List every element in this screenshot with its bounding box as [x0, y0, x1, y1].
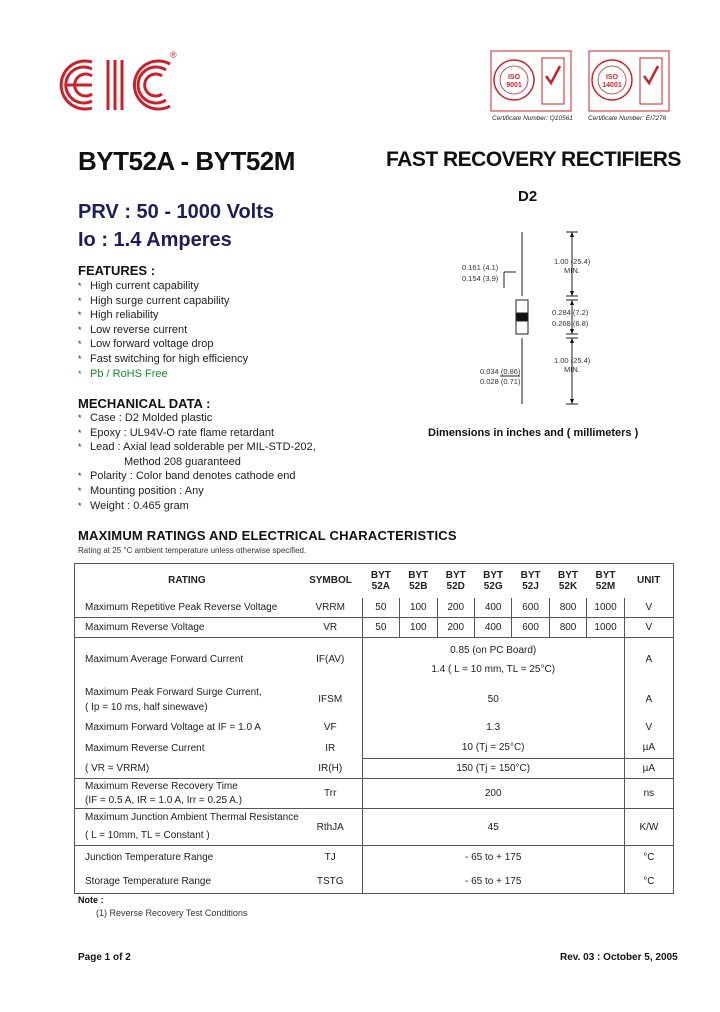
dim-lead-d-max: 0.034 (0.86) — [480, 367, 521, 376]
col-part-header: BYT 52J — [512, 564, 549, 598]
table-row: Maximum Reverse Voltage VR 50 100 200 400 600 800 1000 V — [75, 618, 674, 638]
cert1-number: Certificate Number: Q10561 — [492, 115, 573, 122]
features-list — [78, 279, 248, 381]
prv-line: PRV : 50 - 1000 Volts — [78, 201, 275, 223]
svg-text:9001: 9001 — [506, 82, 522, 89]
mechanical-list — [78, 411, 316, 513]
registered-mark: ® — [170, 50, 177, 60]
col-part-header: BYT 52B — [400, 564, 437, 598]
dim-lead-d-min: 0.028 (0.71) — [480, 377, 521, 386]
dim-lead-len-top: 1.00 (25.4) — [554, 257, 591, 266]
table-row: Maximum Average Forward Current IF(AV) 0.85 (on PC Board) 1.4 ( L = 10 mm, TL = 25°C) A — [75, 638, 674, 682]
col-part-header: BYT 52M — [587, 564, 625, 598]
part-number-title: BYT52A - BYT52M — [78, 146, 295, 176]
list-item: * Low forward voltage drop — [78, 338, 214, 351]
table-row: Maximum Peak Forward Surge Current, ( Ip = 10 ms, half sinewave) IFSM 50 A — [75, 682, 674, 718]
product-type-title: FAST RECOVERY RECTIFIERS — [386, 148, 681, 171]
prv-io-summary — [78, 198, 274, 254]
list-item-rohs: * Pb / RoHS Free — [78, 367, 168, 380]
table-row: Maximum Junction Ambient Thermal Resistance ( L = 10mm, TL = Constant ) RthJA 45 K/W — [75, 809, 674, 846]
dim-lead-len-bot: 1.00 (25.4) — [554, 356, 591, 365]
dim-body-len-min: 0.268 (6.8) — [552, 319, 589, 328]
iso-9001-cert-seal — [490, 50, 572, 112]
footnote-text: (1) Reverse Recovery Test Conditions — [96, 908, 248, 918]
ratings-heading: MAXIMUM RATINGS AND ELECTRICAL CHARACTERISTICS — [78, 528, 457, 543]
list-item: * Fast switching for high efficiency — [78, 352, 249, 365]
io-line: Io : 1.4 Amperes — [78, 229, 232, 251]
table-row: ( VR = VRRM) IR(H) 150 (Tj = 150°C) µA — [75, 759, 674, 779]
dim-body-len-max: 0.284 (7.2) — [552, 308, 589, 317]
ratings-note: Rating at 25 °C ambient temperature unless otherwise specified. — [78, 546, 307, 555]
dim-lead-len-top-min: MIN. — [564, 266, 580, 275]
list-item: * Weight : 0.465 gram — [78, 499, 189, 512]
cert2-number: Certificate Number: EI7276 — [588, 115, 667, 122]
iso-14001-cert-seal — [588, 50, 670, 112]
list-item: * High reliability — [78, 309, 159, 322]
list-item: * High current capability — [78, 280, 199, 292]
dim-lead-len-bot-min: MIN. — [564, 365, 580, 374]
list-item: * Epoxy : UL94V-O rate flame retardant — [78, 426, 275, 439]
svg-text:ISO: ISO — [605, 74, 619, 81]
table-row: Maximum Repetitive Peak Reverse Voltage VRRM 50 100 200 400 600 800 1000 V — [75, 598, 674, 618]
list-item: Method 208 guaranteed — [124, 455, 241, 468]
d2-package-outline-drawing — [460, 220, 620, 420]
col-unit-header: UNIT — [624, 564, 673, 598]
col-part-header: BYT 52G — [474, 564, 511, 598]
package-name: D2 — [518, 188, 538, 205]
footnote-label: Note : — [78, 895, 104, 905]
table-row: Maximum Reverse Recovery Time (IF = 0.5 A, IR = 1.0 A, Irr = 0.25 A.) Trr 200 ns — [75, 779, 674, 809]
features-heading: FEATURES : — [78, 263, 156, 278]
eic-logo — [52, 50, 182, 120]
ratings-table — [74, 563, 674, 894]
page-number: Page 1 of 2 — [78, 952, 131, 963]
table-row: Maximum Reverse Current IR 10 (Tj = 25°C) µA — [75, 738, 674, 759]
table-row: Junction Temperature Range TJ - 65 to + 175 °C — [75, 846, 674, 870]
col-rating-header: RATING — [75, 564, 299, 598]
list-item: * Polarity : Color band denotes cathode end — [78, 470, 296, 483]
dim-body-d-max: 0.161 (4.1) — [462, 263, 499, 272]
list-item: * Mounting position : Any — [78, 484, 204, 497]
svg-text:14001: 14001 — [602, 82, 622, 89]
list-item: * Low reverse current — [78, 323, 188, 336]
svg-text:ISO: ISO — [507, 74, 521, 81]
revision-date: Rev. 03 : October 5, 2005 — [560, 952, 678, 963]
col-part-header: BYT 52D — [437, 564, 474, 598]
list-item: * High surge current capability — [78, 294, 230, 307]
col-part-header: BYT 52A — [362, 564, 399, 598]
list-item: * Lead : Axial lead solderable per MIL-STD-202, — [78, 441, 316, 454]
mechanical-heading: MECHANICAL DATA : — [78, 396, 211, 411]
dimensions-caption: Dimensions in inches and ( millimeters ) — [428, 427, 639, 439]
list-item: * Case : D2 Molded plastic — [78, 412, 213, 424]
col-part-header: BYT 52K — [549, 564, 586, 598]
table-row: Maximum Forward Voltage at IF = 1.0 A VF 1.3 V — [75, 718, 674, 738]
col-symbol-header: SYMBOL — [299, 564, 362, 598]
table-header-row — [75, 564, 674, 598]
table-row: Storage Temperature Range TSTG - 65 to + 175 °C — [75, 870, 674, 894]
dim-body-d-min: 0.154 (3.9) — [462, 274, 499, 283]
